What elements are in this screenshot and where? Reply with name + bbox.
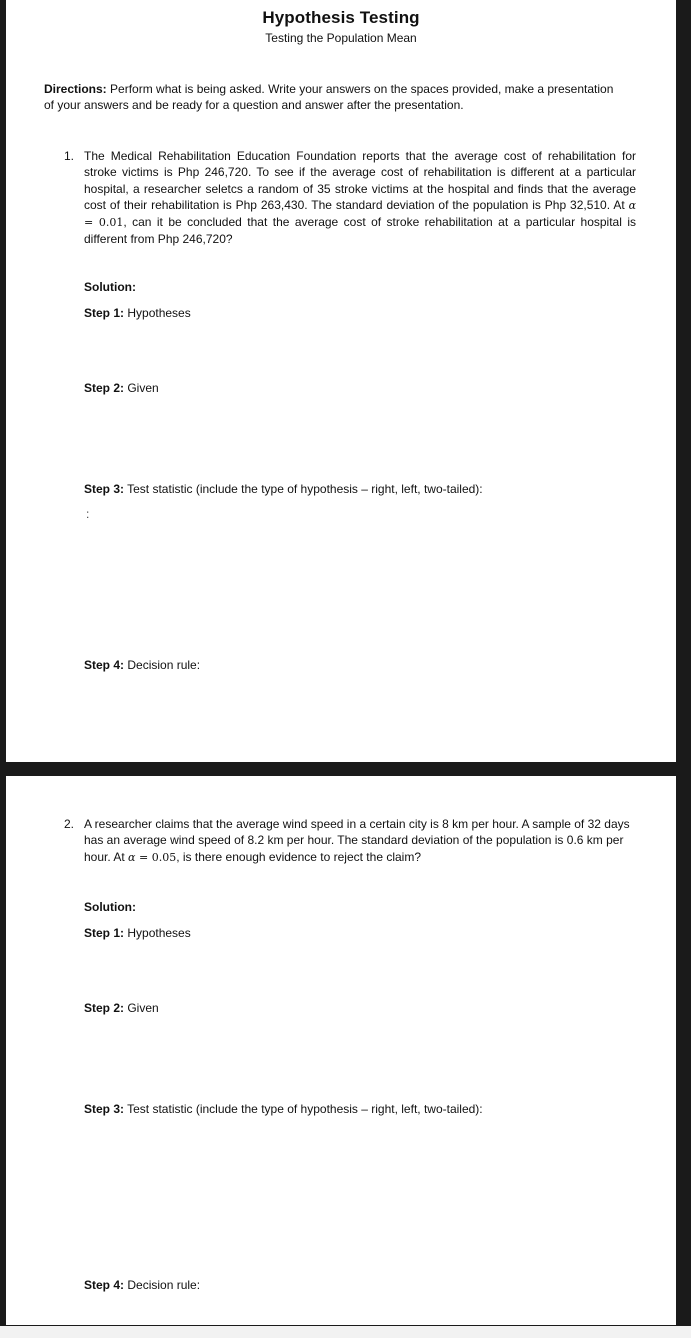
- worksheet-page-2: [6, 776, 676, 1325]
- step-4-decision-rule: [84, 1278, 200, 1292]
- step-label: Step 3:: [84, 1102, 125, 1116]
- step-4-decision-rule: [84, 658, 200, 672]
- step-text: Given: [124, 381, 159, 395]
- bottom-edge: [0, 1326, 691, 1338]
- step-text: Hypotheses: [124, 306, 191, 320]
- step-label: Step 1:: [84, 926, 125, 940]
- alpha-symbol: α: [128, 850, 136, 864]
- step-label: Step 1:: [84, 306, 125, 320]
- step-label: Step 2:: [84, 1001, 125, 1015]
- step-2-given: [84, 1001, 159, 1015]
- worksheet-page-1: [6, 0, 676, 762]
- problem-2-text: [84, 816, 636, 866]
- page-subtitle: Testing the Population Mean: [265, 31, 417, 45]
- step-label: Step 4:: [84, 658, 125, 672]
- page-title: Hypothesis Testing: [262, 8, 420, 27]
- alpha-value: = 0.01: [84, 216, 124, 230]
- alpha-symbol: α: [628, 198, 636, 212]
- step-text: Test statistic (include the type of hypothesis – right, left, two-tailed):: [124, 482, 483, 496]
- step-1-hypotheses: [84, 926, 191, 940]
- directions-paragraph: [44, 81, 624, 113]
- step-label: Step 2:: [84, 381, 125, 395]
- step-1-hypotheses: [84, 306, 191, 320]
- directions-text: Perform what is being asked. Write your answers on the spaces provided, make a presentation of your answers and be ready for a question and answer after the presentation.: [44, 82, 614, 112]
- problem-2: [64, 816, 644, 876]
- step-text: Test statistic (include the type of hypothesis – right, left, two-tailed):: [124, 1102, 483, 1116]
- alpha-value: = 0.05: [135, 850, 177, 864]
- solution-label: Solution:: [84, 900, 136, 914]
- step-text: Decision rule:: [124, 658, 201, 672]
- problem-1: [64, 148, 644, 248]
- problem-2-number: 2.: [64, 817, 75, 831]
- step-3-test-statistic: [84, 1102, 483, 1116]
- solution-label: Solution:: [84, 280, 136, 294]
- step-text: Hypotheses: [124, 926, 191, 940]
- problem-2-text-part1: A researcher claims that the average wind speed in a certain city is 8 km per hour. A sample of 32 days has an average wind speed of 8.2 km per hour. The standard deviation of the population is 0.6 km per hour. At: [84, 817, 630, 864]
- problem-1-text-part2: , can it be concluded that the average cost of stroke rehabilitation at a particular hospital is different from Php 246,720?: [84, 215, 636, 247]
- problem-1-text-part1: The Medical Rehabilitation Education Foundation reports that the average cost of rehabilitation for stroke victims is Php 246,720. To see if the average cost of rehabilitation is different at a particular hospital, a researcher seletcs a random of 35 stroke victims at the hospital and finds that the average cost of their rehabilitation is Php 263,430. The standard deviation of the population is Php 32,510. At: [84, 149, 636, 212]
- stray-colon-mark: :: [86, 507, 90, 521]
- problem-2-text-part2: , is there enough evidence to reject the claim?: [176, 849, 421, 864]
- step-text: Decision rule:: [124, 1278, 201, 1292]
- directions-label: Directions:: [44, 82, 107, 96]
- step-2-given: [84, 381, 159, 395]
- problem-1-text: [84, 148, 636, 248]
- step-label: Step 3:: [84, 482, 125, 496]
- problem-1-number: 1.: [64, 149, 75, 163]
- step-text: Given: [124, 1001, 159, 1015]
- step-3-test-statistic: [84, 482, 483, 496]
- step-label: Step 4:: [84, 1278, 125, 1292]
